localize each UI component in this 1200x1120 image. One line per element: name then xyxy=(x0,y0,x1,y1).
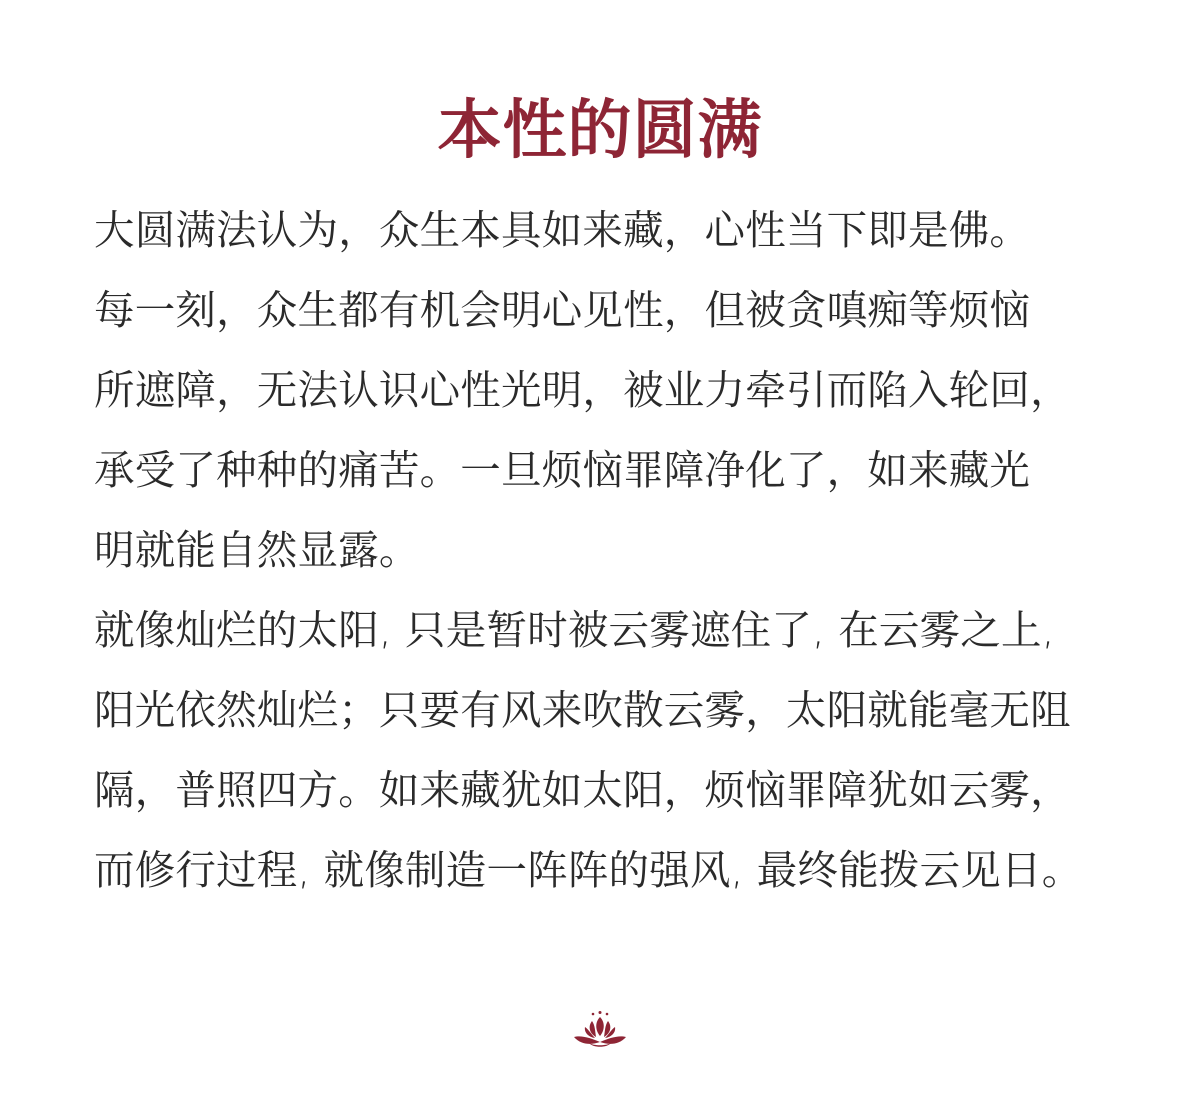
text-line: 就像灿烂的太阳, 只是暂时被云雾遮住了, 在云雾之上, xyxy=(94,606,1055,654)
text-line: 隔，普照四方。如来藏犹如太阳，烦恼罪障犹如云雾， xyxy=(94,766,1071,814)
text-line: 而修行过程, 就像制造一阵阵的强风, 最终能拨云见日。 xyxy=(94,846,1083,894)
paragraph-2 xyxy=(94,590,1124,910)
page-title: 本性的圆满 xyxy=(437,92,763,168)
text-line: 阳光依然灿烂；只要有风来吹散云雾，太阳就能毫无阻 xyxy=(94,686,1071,734)
article-body xyxy=(94,190,1124,910)
paragraph-1 xyxy=(94,190,1124,590)
text-line: 大圆满法认为，众生本具如来藏，心性当下即是佛。 xyxy=(94,206,1031,254)
text-line: 所遮障，无法认识心性光明，被业力牵引而陷入轮回， xyxy=(94,366,1071,414)
text-line: 每一刻，众生都有机会明心见性，但被贪嗔痴等烦恼 xyxy=(94,286,1031,334)
text-line: 承受了种种的痛苦。一旦烦恼罪障净化了，如来藏光 xyxy=(94,446,1031,494)
text-line: 明就能自然显露。 xyxy=(94,526,420,574)
lotus-icon xyxy=(571,1010,629,1050)
